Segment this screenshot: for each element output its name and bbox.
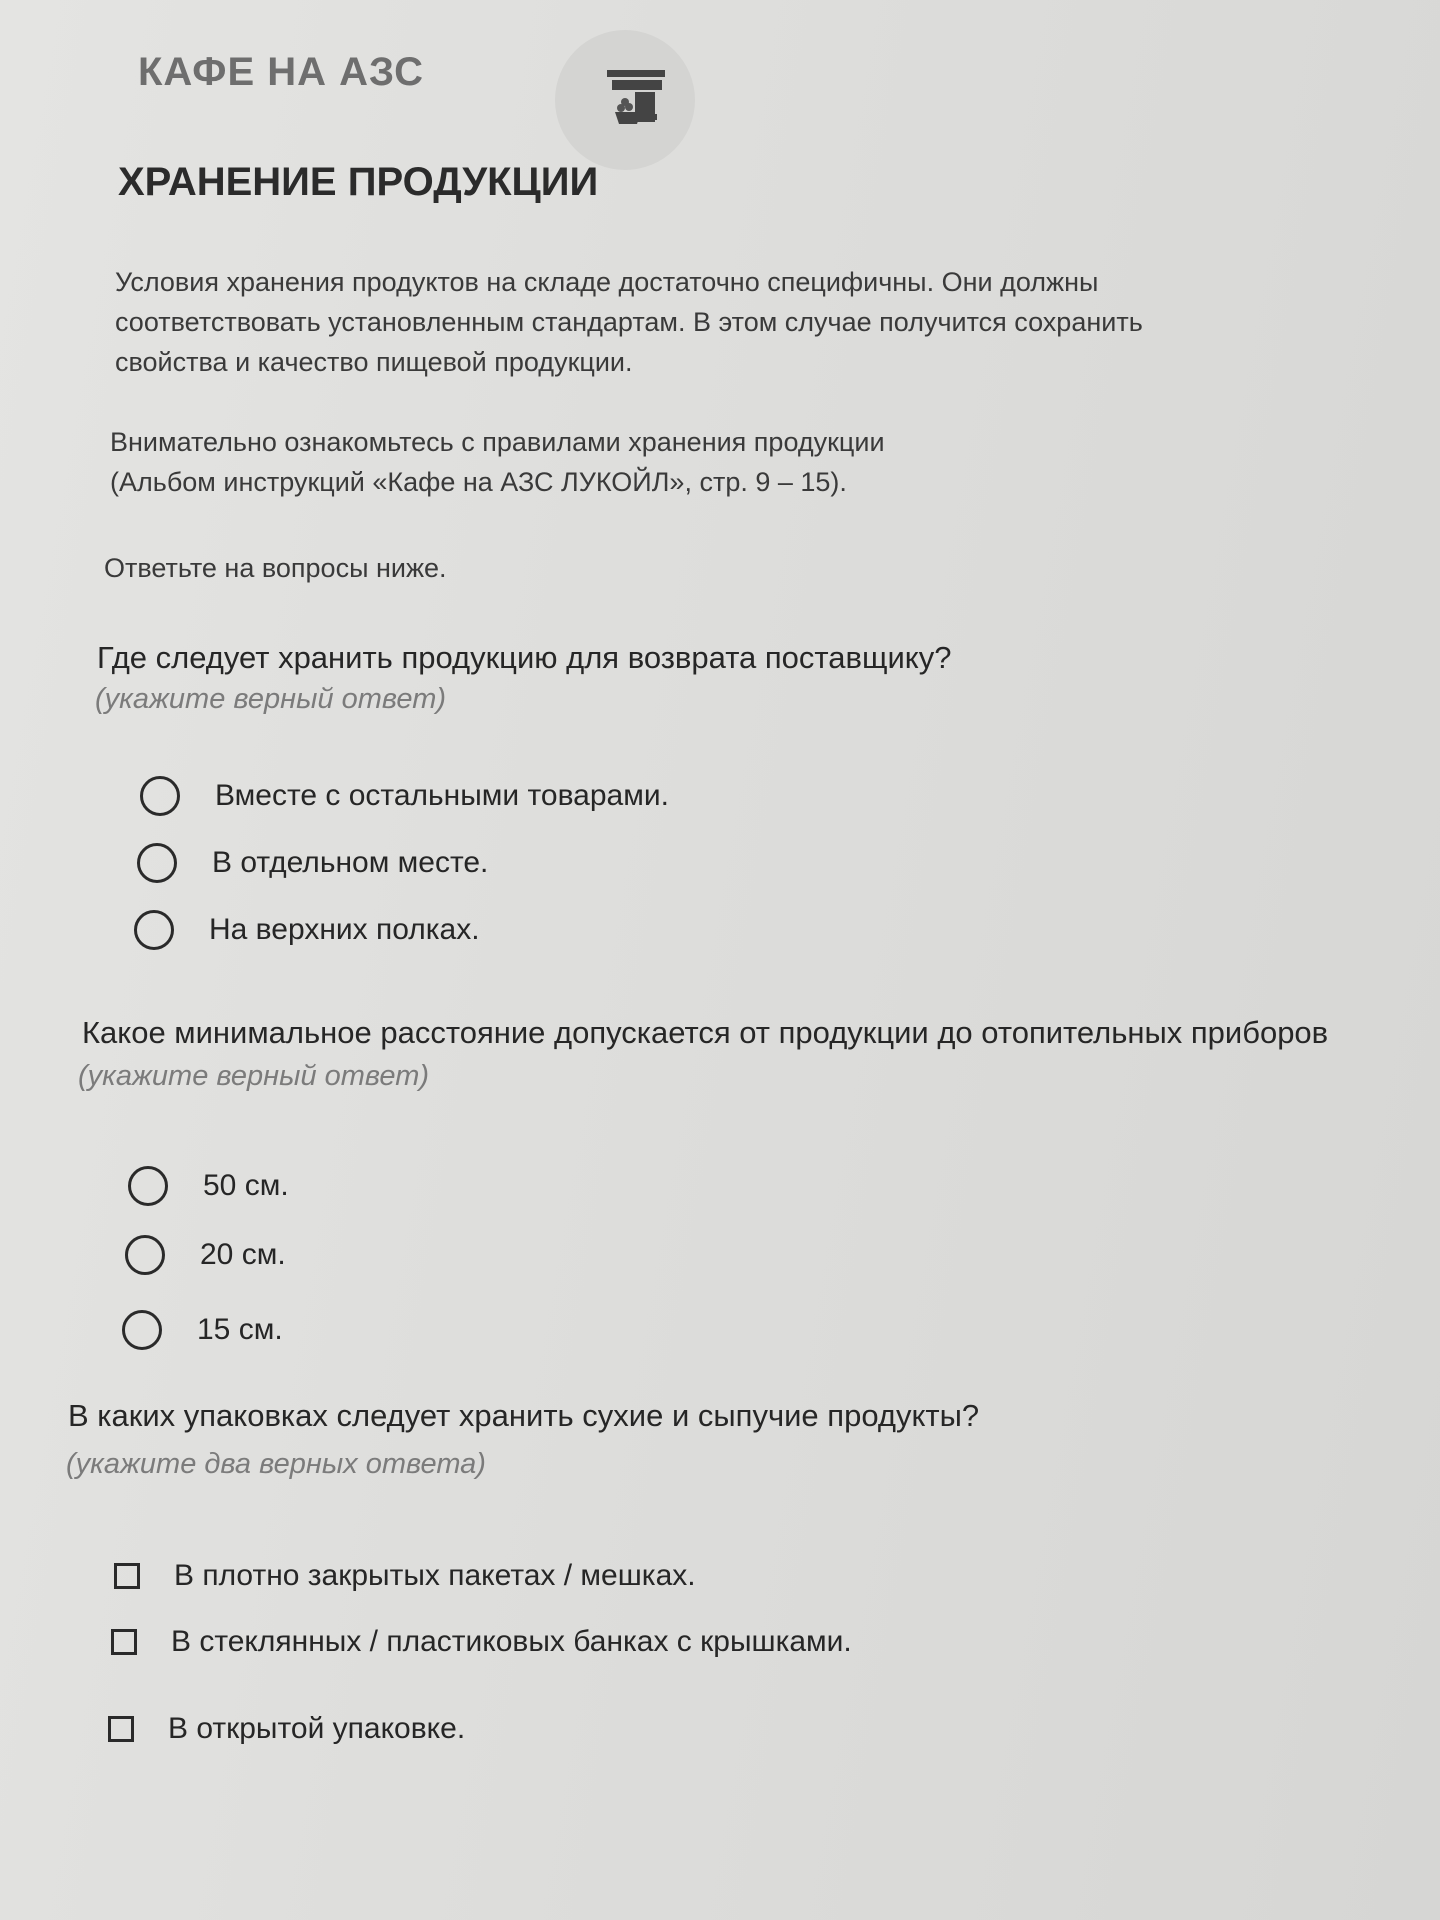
answer-option[interactable]: [137, 843, 488, 883]
intro-line: соответствовать установленным стандартам. В этом случае получится сохранить: [115, 307, 1143, 337]
instructions-line: Внимательно ознакомьтесь с правилами хранения продукции: [110, 427, 885, 457]
checkbox[interactable]: [108, 1716, 134, 1742]
checkbox[interactable]: [111, 1629, 137, 1655]
answer-option[interactable]: [114, 1559, 696, 1593]
answer-option[interactable]: [134, 910, 480, 950]
checkbox[interactable]: [114, 1563, 140, 1589]
question-hint: (укажите верный ответ): [95, 683, 447, 715]
option-label: 50 см.: [203, 1169, 289, 1202]
question-hint: (укажите верный ответ): [78, 1060, 430, 1092]
radio-button[interactable]: [128, 1166, 168, 1206]
option-label: 15 см.: [197, 1313, 283, 1346]
answer-prompt: Ответьте на вопросы ниже.: [104, 553, 447, 583]
answer-option[interactable]: [111, 1625, 852, 1659]
option-label: На верхних полках.: [209, 913, 480, 946]
option-label: 20 см.: [200, 1238, 286, 1271]
answer-option[interactable]: [125, 1235, 286, 1275]
radio-button[interactable]: [140, 776, 180, 816]
intro-paragraph: [115, 262, 1355, 382]
instructions-paragraph: [110, 422, 1210, 502]
question-hint: (укажите два верных ответа): [66, 1448, 486, 1480]
option-label: Вместе с остальными товарами.: [215, 779, 669, 812]
intro-line: свойства и качество пищевой продукции.: [115, 347, 633, 377]
answer-option[interactable]: [128, 1166, 289, 1206]
option-label: В плотно закрытых пакетах / мешках.: [174, 1559, 696, 1592]
intro-line: Условия хранения продуктов на складе достаточно специфичны. Они должны: [115, 267, 1099, 297]
question-text: В каких упаковках следует хранить сухие и сыпучие продукты?: [68, 1398, 980, 1433]
answer-option[interactable]: [108, 1712, 465, 1746]
option-label: В открытой упаковке.: [168, 1712, 466, 1745]
answer-option[interactable]: [122, 1310, 283, 1350]
header-title: КАФЕ НА АЗС: [138, 50, 424, 94]
radio-button[interactable]: [122, 1310, 162, 1350]
section-title: ХРАНЕНИЕ ПРОДУКЦИИ: [118, 160, 599, 204]
radio-button[interactable]: [134, 910, 174, 950]
radio-button[interactable]: [125, 1235, 165, 1275]
answer-option[interactable]: [140, 776, 669, 816]
option-label: В отдельном месте.: [212, 846, 489, 879]
radio-button[interactable]: [137, 843, 177, 883]
instructions-line: (Альбом инструкций «Кафе на АЗС ЛУКОЙЛ», стр. 9 – 15).: [110, 467, 847, 497]
option-label: В стеклянных / пластиковых банках с крышками.: [171, 1625, 852, 1658]
cafe-station-icon: [555, 30, 695, 170]
question-text: Где следует хранить продукцию для возврата поставщику?: [97, 640, 952, 675]
question-text: Какое минимальное расстояние допускается от продукции до отопительных приборов: [82, 1015, 1329, 1050]
